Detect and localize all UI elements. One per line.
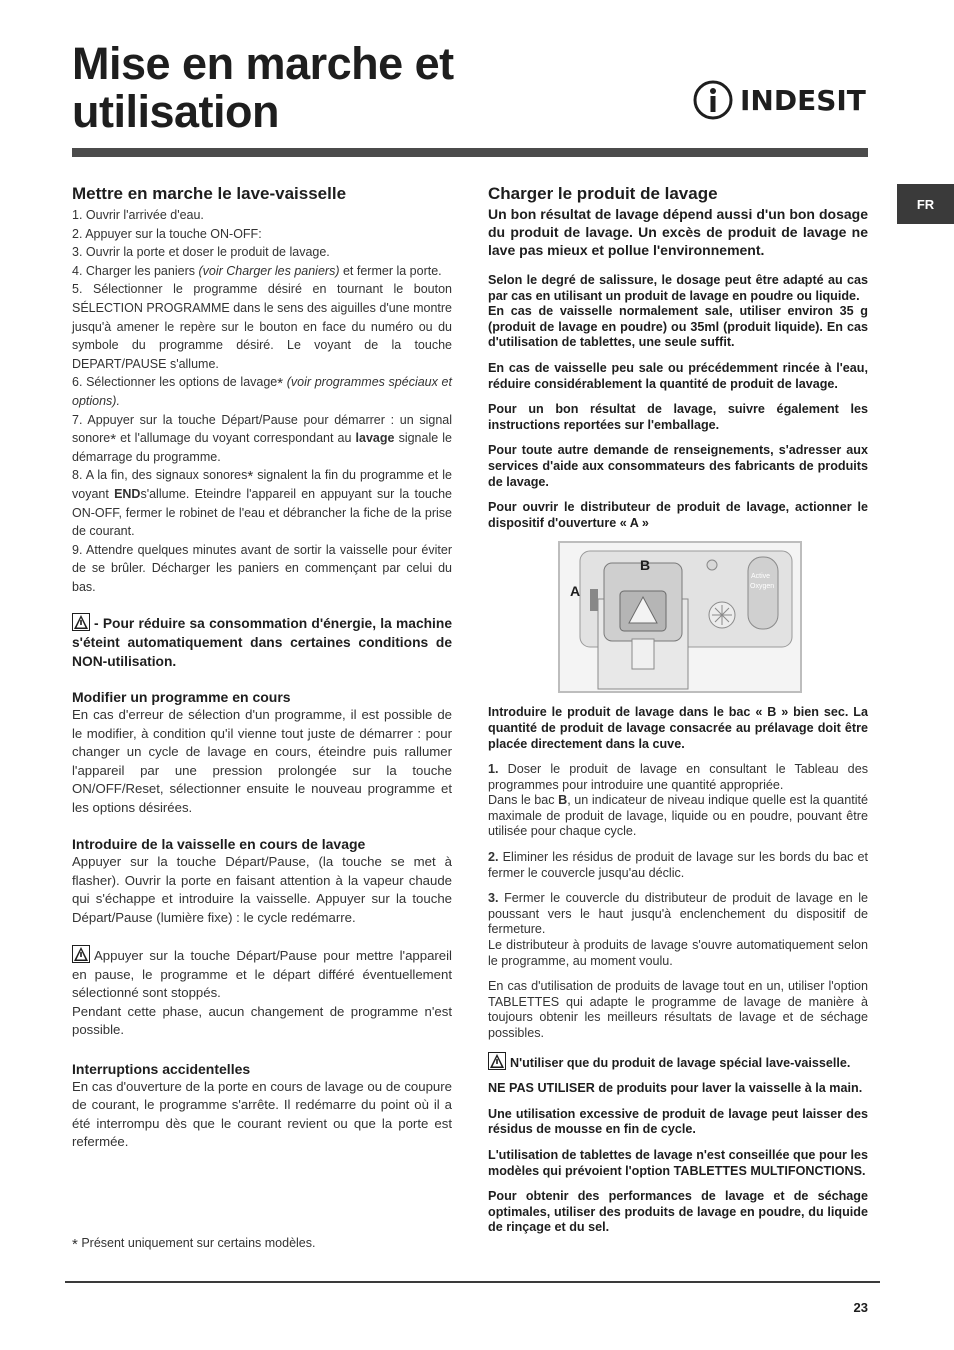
pause-note: Appuyer sur la touche Départ/Pause pour mettre l'appareil en pause, le programme et le départ différé éventuellement sélectionné sont stoppés. [72,945,452,1003]
add-dishes-text: Appuyer sur la touche Départ/Pause, (la touche se met à flasher). Ouvrir la porte en faisant attention à la vapeur chaude qui s'échappe et introduire la vaisselle. Appuyer sur la touche Départ/Pause (lumière fixe) : le cycle redémarre. [72,854,452,925]
detergent-p10: L'utilisation de tablettes de lavage n'est conseillée que pour les modèles qui prévoient l'option TABLETTES MULTIFONCTIONS. [488,1147,868,1178]
detergent-p8: NE PAS UTILISER de produits pour laver la vaisselle à la main. [488,1081,863,1096]
detergent-p7: En cas d'utilisation de produits de lavage tout en un, utiliser l'option TABLETTES qui adapte le programme de lavage de manière à toujours obtenir les meilleurs résultats de lavage et de séchage possibles. [488,979,868,1040]
modify-text: En cas d'erreur de sélection d'un programme, il est possible de le modifier, à condition qu'il vienne tout juste de démarrer : pour changer un cycle de lavage en cours, éteindre puis rallumer l'appareil par une pression prolongée sur la touche ON/OFF/Reset, sélectionner ensuite le nouveau programme et les options désirées. [72,707,452,815]
detergent-p9: Une utilisation excessive de produit de lavage peut laisser des résidus de mousse en fin de cycle. [488,1106,868,1137]
dispenser-illustration [558,541,802,693]
detergent-p5: Pour ouvrir le distributeur de produit de lavage, actionner le dispositif d'ouverture « A » [488,500,868,530]
step-1: 1. Ouvrir l'arrivée d'eau. [72,208,204,222]
language-tab: FR [897,184,954,224]
right-column [488,184,868,1236]
detergent-p1b: En cas de vaisselle normalement sale, utiliser environ 35 g (produit de lavage en poudre) ou 35ml (produit liquide). En cas d'utilisation de tablettes, une seule suffit. [488,304,868,350]
label-oxygen: Oxygen [750,583,775,591]
page-title [72,40,454,136]
detergent-warning: N'utiliser que du produit de lavage spécial lave-vaisselle. [488,1052,868,1072]
brand-logo [692,78,868,122]
page-number: 23 [853,1300,868,1315]
detergent-step-1b: Dans le bac B, un indicateur de niveau indique quelle est la quantité maximale de produit de lavage, liquide ou en poudre, pouvant être utilisée pour chaque cycle. [488,793,868,839]
detergent-p3: Pour un bon résultat de lavage, suivre également les instructions reportées sur l'emballage. [488,402,868,432]
warning-icon [72,945,90,963]
step-8: 8. A la fin, des signaux sonores* signalent la fin du programme et le voyant ENDs'allume. Eteindre l'appareil en appuyant sur la touche ON-OFF, fermer le robinet de l'eau et débrancher la fiche de la prise de courant. [72,468,452,539]
detergent-lead: Un bon résultat de lavage dépend aussi d'un bon dosage du produit de lavage. Un excès de produit de lavage ne lave pas mieux et pollue l'environnement. [488,206,868,258]
detergent-p1: Selon le degré de salissure, le dosage peut être adapté au cas par cas en utilisant un produit de lavage en poudre ou liquide. [488,273,868,303]
detergent-p6: Introduire le produit de lavage dans le bac « B » bien sec. La quantité de produit de lavage consacrée au prélavage doit être placée directement dans la cuve. [488,705,868,751]
step-7: 7. Appuyer sur la touche Départ/Pause pour démarrer : un signal sonore* et l'allumage du voyant correspondant au lavage signale le démarrage du programme. [72,412,452,464]
pause-note-2: Pendant cette phase, aucun changement de programme n'est possible. [72,1003,452,1038]
warning-icon [488,1052,506,1070]
step-4: 4. Charger les paniers (voir Charger les paniers) et fermer la porte. [72,263,442,278]
step-2: 2. Appuyer sur la touche ON-OFF: [72,226,262,241]
header-divider [72,148,868,157]
step-3: 3. Ouvrir la porte et doser le produit de lavage. [72,245,330,260]
step-5: 5. Sélectionner le programme désiré en tournant le bouton SÉLECTION PROGRAMME dans le sens des aiguilles d'une montre jusqu'à amener le repère sur le bouton en face du numéro ou du symbole du programme désiré. Le voyant de la touche DEPART/PAUSE s'allume. [72,282,452,371]
title-line-2: utilisation [72,86,279,137]
dispenser-drawing [560,543,800,691]
label-b: B [640,557,651,574]
start-steps [72,206,452,596]
label-a: A [570,583,581,600]
detergent-p4: Pour toute autre demande de renseignements, s'adresser aux services d'aide aux consommateurs des fabricants de produits de lavage. [488,443,868,489]
section-heading-start: Mettre en marche le lave-vaisselle [72,184,347,203]
interruptions-heading: Interruptions accidentelles [72,1060,251,1077]
add-dishes-heading: Introduire de la vaisselle en cours de lavage [72,836,366,853]
interruptions-text: En cas d'ouverture de la porte en cours de lavage ou de coupure de courant, le programme s'arrête. Il redémarre du point où il a été interrompu dès que le courant revient ou que la porte est refermée. [72,1078,452,1150]
section-heading-detergent: Charger le produit de lavage [488,184,718,203]
detergent-step-2: 2. Eliminer les résidus de produit de lavage sur les bords du bac et fermer le couvercle jusqu'au déclic. [488,850,869,880]
detergent-step-1: 1. Doser le produit de lavage en consultant le Tableau des programmes pour introduire une quantité appropriée. [488,762,868,792]
step-6: 6. Sélectionner les options de lavage* (voir programmes spéciaux et options). [72,375,452,408]
detergent-step-3b: Le distributeur à produits de lavage s'ouvre automatiquement selon le programme, au moment voulu. [488,938,868,968]
modify-heading: Modifier un programme en cours [72,689,291,706]
detergent-p2: En cas de vaisselle peu sale ou précédemment rincée à l'eau, réduire considérablement la quantité de produit de lavage. [488,360,868,391]
title-line-1: Mise en marche et [72,38,454,89]
left-column [72,184,452,1152]
indesit-i-icon [692,79,734,121]
detergent-p11: Pour obtenir des performances de lavage et de séchage optimales, utiliser des produits de lavage en poudre, du liquide de rinçage et du sel. [488,1189,868,1235]
footnote: * Présent uniquement sur certains modèles. [72,1236,316,1253]
energy-note: - Pour réduire sa consommation d'énergie, la machine s'éteint automatiquement dans certaines conditions de NON-utilisation. [72,613,452,671]
detergent-step-3: 3. Fermer le couvercle du distributeur de produit de lavage en le poussant vers le haut jusqu'à enclenchement du dispositif de fermeture. [488,891,868,937]
brand-name: INDESIT [740,83,866,117]
footer-divider [65,1281,880,1283]
step-9: 9. Attendre quelques minutes avant de sortir la vaisselle pour éviter de se brûler. Décharger les paniers en commençant par celui du bas. [72,542,452,594]
warning-icon [72,613,90,631]
label-active: Active [751,573,771,581]
